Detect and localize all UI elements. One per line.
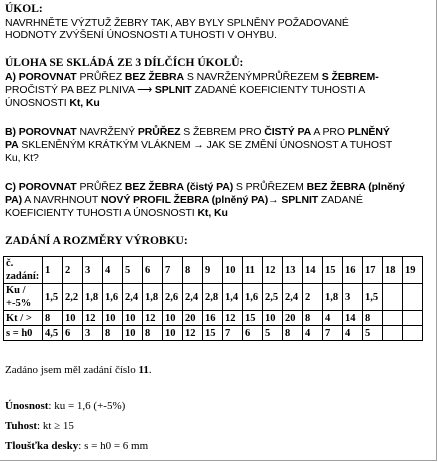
table-cell: 8 — [103, 326, 123, 341]
table-cell: 1,5 — [363, 284, 383, 311]
table-cell: 2,2 — [63, 284, 83, 311]
table-column-header: 6 — [143, 257, 163, 284]
table-cell: 2,4 — [283, 284, 303, 311]
table-cell: 2,6 — [163, 284, 183, 311]
table-cell: 4 — [343, 326, 363, 341]
table-cell: 20 — [283, 311, 303, 326]
table-cell: 8 — [143, 326, 163, 341]
table-cell: 6 — [243, 326, 263, 341]
table-cell: 15 — [203, 326, 223, 341]
table-cell: 15 — [243, 311, 263, 326]
table-cell: 4 — [303, 326, 323, 341]
param-tloustka: Tloušťka desky: s = h0 = 6 mm — [5, 440, 149, 452]
param-tuhost: Tuhost: kt ≥ 15 — [5, 420, 74, 432]
table-cell: 4,5 — [43, 326, 63, 341]
task-c-line-2: PA) A NAVRHNOUT NOVÝ PROFIL ŽEBRA (plněný PA)→ SPLNIT ZADANÉ — [5, 194, 363, 206]
task-a-line-1: A) POROVNAT PRŮŘEZ BEZ ŽEBRA S NAVRŽENÝMPRŮŘEZEM S ŽEBREM- — [5, 71, 379, 83]
table-column-header: 1 — [43, 257, 63, 284]
table-cell: 10 — [63, 311, 83, 326]
table-cell: 14 — [343, 311, 363, 326]
table-cell: 8 — [43, 311, 63, 326]
table-cell: 2,4 — [183, 284, 203, 311]
table-cell: 1,6 — [103, 284, 123, 311]
table-cell: 1,6 — [243, 284, 263, 311]
table-cell: 4 — [323, 311, 343, 326]
table-cell — [403, 311, 423, 326]
table-cell: 10 — [103, 311, 123, 326]
table-header-row — [4, 257, 423, 284]
spec-table — [3, 256, 423, 341]
table-row-label: Kt / > — [4, 311, 43, 326]
table-column-header: 10 — [223, 257, 243, 284]
table-column-header: 17 — [363, 257, 383, 284]
table-cell: 1,4 — [223, 284, 243, 311]
table-column-header: 9 — [203, 257, 223, 284]
ukol-line-1: NAVRHNĚTE VÝZTUŽ ŽEBRY TAK, ABY BYLY SPLNĚNY POŽADOVANÉ — [5, 17, 349, 29]
table-cell: 5 — [363, 326, 383, 341]
uloha-heading: ÚLOHA SE SKLÁDÁ ZE 3 DÍLČÍCH ÚKOLŮ: — [5, 57, 244, 69]
table-cell: 10 — [263, 311, 283, 326]
task-b-line-1: B) POROVNAT NAVRŽENÝ PRŮŘEZ S ŽEBREM PRO ČISTÝ PA A PRO PLNĚNÝ — [5, 126, 390, 138]
param-unosnost: Únosnost: ku = 1,6 (+-5%) — [5, 400, 126, 412]
table-row-label: Ku / +-5% — [4, 284, 43, 311]
table-cell: 12 — [223, 311, 243, 326]
table-cell: 7 — [323, 326, 343, 341]
table-cell: 7 — [223, 326, 243, 341]
table-cell: 12 — [183, 326, 203, 341]
table-cell — [403, 284, 423, 311]
ukol-heading: ÚKOL: — [5, 3, 43, 15]
table-cell: 16 — [203, 311, 223, 326]
table-column-header: 11 — [243, 257, 263, 284]
table-cell: 10 — [163, 326, 183, 341]
table-column-header: 5 — [123, 257, 143, 284]
table-header-label: č. zadání: — [4, 257, 43, 284]
table-cell — [383, 311, 403, 326]
zadani-heading: ZADÁNÍ A ROZMĚRY VÝROBKU: — [5, 235, 188, 247]
table-column-header: 12 — [263, 257, 283, 284]
table-row — [4, 311, 423, 326]
table-column-header: 4 — [103, 257, 123, 284]
table-row — [4, 284, 423, 311]
task-c-line-3: KOEFICIENTY TUHOSTI A ÚNOSNOSTI Kt, Ku — [5, 207, 228, 219]
table-column-header: 3 — [83, 257, 103, 284]
table-cell: 10 — [163, 311, 183, 326]
table-column-header: 18 — [383, 257, 403, 284]
table-cell: 8 — [363, 311, 383, 326]
table-column-header: 2 — [63, 257, 83, 284]
table-cell — [383, 326, 403, 341]
table-cell: 3 — [343, 284, 363, 311]
table-cell — [383, 284, 403, 311]
table-cell: 8 — [283, 326, 303, 341]
table-column-header: 19 — [403, 257, 423, 284]
table-cell: 10 — [123, 326, 143, 341]
table-column-header: 14 — [303, 257, 323, 284]
table-column-header: 16 — [343, 257, 363, 284]
table-cell: 20 — [183, 311, 203, 326]
task-a-line-3: ÚNOSNOSTI Kt, Ku — [5, 97, 100, 109]
task-b-line-2: PA SKLENĚNÝM KRÁTKÝM VLÁKNEM → JAK SE ZMĚNÍ ÚNOSNOST A TUHOST — [5, 139, 393, 151]
task-b-line-3: Ku, Kt? — [5, 152, 39, 164]
table-cell: 2,5 — [263, 284, 283, 311]
table-cell: 5 — [263, 326, 283, 341]
table-cell: 1,8 — [323, 284, 343, 311]
table-cell: 1,5 — [43, 284, 63, 311]
table-column-header: 8 — [183, 257, 203, 284]
table-column-header: 7 — [163, 257, 183, 284]
assignment-note: Zadáno jsem měl zadání číslo 11. — [5, 364, 152, 376]
table-cell — [403, 326, 423, 341]
table-cell: 10 — [123, 311, 143, 326]
arrow-icon: ⟶ — [137, 84, 153, 96]
task-c-line-1: C) POROVNAT PRŮŘEZ BEZ ŽEBRA (čistý PA) S PRŮŘEZEM BEZ ŽEBRA (plněný — [5, 181, 405, 193]
table-row-label: s = h0 — [4, 326, 43, 341]
table-cell: 6 — [63, 326, 83, 341]
table-cell: 8 — [303, 311, 323, 326]
table-cell: 12 — [83, 311, 103, 326]
table-column-header: 13 — [283, 257, 303, 284]
table-cell: 12 — [143, 311, 163, 326]
task-a-line-2: PROČISTÝ PA BEZ PLNIVA ⟶ SPLNIT ZADANÉ KOEFICIENTY TUHOSTI A — [5, 84, 366, 96]
table-cell: 2 — [303, 284, 323, 311]
table-cell: 1,8 — [143, 284, 163, 311]
table-cell: 3 — [83, 326, 103, 341]
table-cell: 1,8 — [83, 284, 103, 311]
table-row — [4, 326, 423, 341]
table-column-header: 15 — [323, 257, 343, 284]
ukol-line-2: HODNOTY ZVÝŠENÍ ÚNOSNOSTI A TUHOSTI V OHYBU. — [5, 29, 277, 41]
table-cell: 2,4 — [123, 284, 143, 311]
table-cell: 2,8 — [203, 284, 223, 311]
